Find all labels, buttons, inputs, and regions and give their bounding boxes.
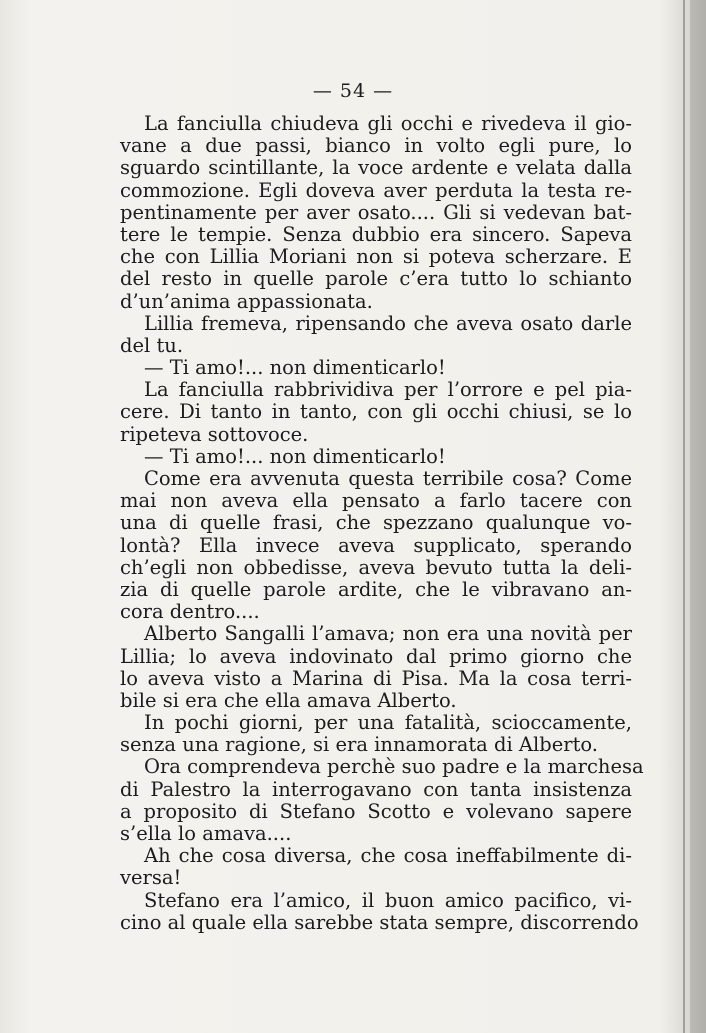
text-line: commozione. Egli doveva aver perduta la testa re- [120, 178, 632, 202]
page-number: — 54 — [312, 80, 394, 102]
body-text [120, 112, 644, 934]
text-line: — Ti amo!... non dimenticarlo! [144, 444, 446, 468]
page-edge-shadow [690, 0, 706, 1033]
text-line: pentinamente per aver osato.... Gli si vedevan bat- [120, 200, 632, 224]
text-line: La fanciulla chiudeva gli occhi e rivedeva il gio- [144, 112, 632, 135]
text-line: sguardo scintillante, la voce ardente e velata dalla [120, 156, 632, 180]
text-line: lontà? Ella invece aveva supplicato, sperando [120, 533, 632, 557]
text-line: senza una ragione, si era innamorata di Alberto. [120, 733, 599, 757]
text-line: cino al quale ella sarebbe stata sempre, discorrendo [120, 910, 639, 934]
text-line: vane a due passi, bianco in volto egli pure, lo [120, 134, 632, 158]
text-line: del tu. [120, 333, 184, 357]
text-line: bile si era che ella amava Alberto. [120, 688, 457, 712]
text-line: d’un’anima appassionata. [120, 289, 373, 313]
text-line: ch’egli non obbedisse, aveva bevuto tutta la deli- [120, 555, 632, 579]
text-line: cora dentro.... [120, 600, 260, 624]
text-line: ripeteva sottovoce. [120, 422, 309, 446]
text-line: Ora comprendeva perchè suo padre e la marchesa [144, 755, 644, 779]
text-line: La fanciulla rabbrividiva per l’orrore e pel pia- [144, 378, 632, 402]
text-line: cere. Di tanto in tanto, con gli occhi chiusi, se lo [120, 400, 632, 424]
text-line: tere le tempie. Senza dubbio era sincero. Sapeva [120, 222, 632, 246]
text-line: mai non aveva ella pensato a farlo tacere con [120, 489, 632, 513]
text-line: del resto in quelle parole c’era tutto lo schianto [120, 267, 632, 291]
text-line: Lillia fremeva, ripensando che aveva osato darle [144, 311, 632, 335]
text-line: Stefano era l’amico, il buon amico pacifico, vi- [144, 888, 632, 912]
page-edge-line [683, 0, 685, 1033]
text-line: s’ella lo amava.... [120, 822, 292, 845]
text-line: che con Lillia Moriani non si poteva scherzare. E [120, 245, 632, 269]
text-line: versa! [120, 866, 182, 890]
text-line: — Ti amo!... non dimenticarlo! [144, 356, 446, 380]
text-line: In pochi giorni, per una fatalità, scioccamente, [144, 711, 632, 735]
text-line: Come era avvenuta questa terribile cosa? Come [144, 467, 632, 490]
text-line: Ah che cosa diversa, che cosa ineffabilmente di- [144, 844, 632, 868]
text-line: Alberto Sangalli l’amava; non era una novità per [144, 622, 632, 646]
text-line: di Palestro la interrogavano con tanta insistenza [120, 777, 632, 801]
text-line: una di quelle frasi, che spezzano qualunque vo- [120, 511, 632, 535]
text-line: lo aveva visto a Marina di Pisa. Ma la cosa terri- [120, 666, 632, 690]
text-line: a proposito di Stefano Scotto e volevano sapere [120, 799, 632, 823]
text-line: zia di quelle parole ardite, che le vibravano an- [120, 577, 632, 601]
text-line: Lillia; lo aveva indovinato dal primo giorno che [120, 644, 632, 668]
